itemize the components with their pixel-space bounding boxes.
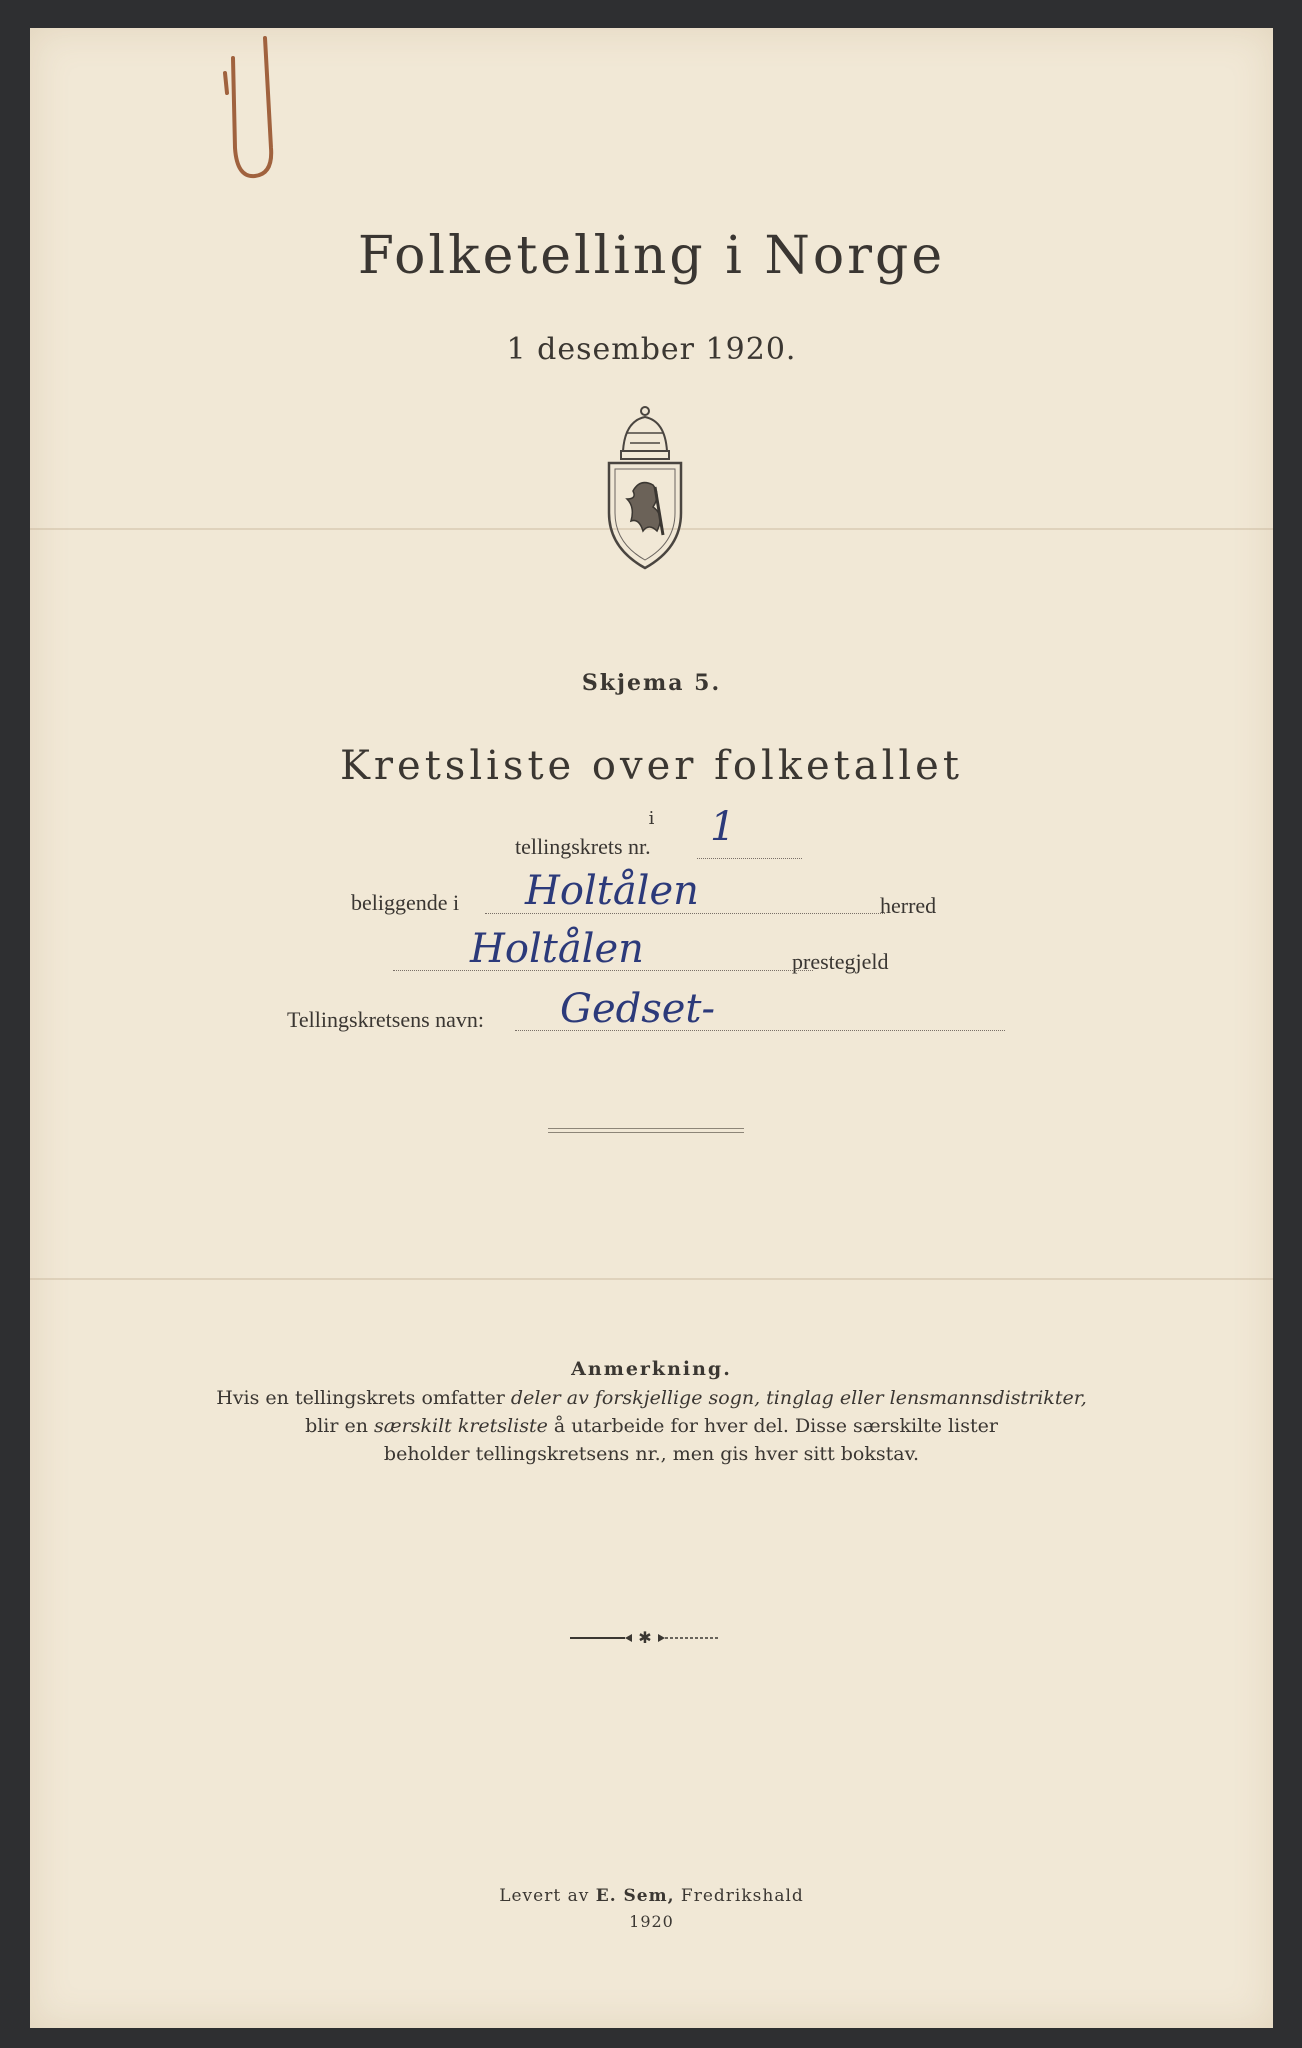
herred-label: herred	[880, 893, 937, 918]
location-label: beliggende i	[351, 890, 460, 915]
remark-text: blir en	[305, 1415, 375, 1437]
krets-name-value: Gedset-	[560, 986, 716, 1032]
remark-title: Anmerkning.	[571, 1358, 732, 1380]
section-divider	[548, 1128, 744, 1133]
document-title: Folketelling i Norge	[357, 226, 946, 286]
remark-emphasis: deler av forskjellige sogn, tinglag eller lensmannsdistrikter,	[510, 1387, 1087, 1409]
krets-number-label: tellingskrets nr.	[515, 834, 651, 859]
remark-text: å utarbeide for hver del. Disse særskilte lister	[547, 1415, 998, 1437]
printer-credit	[30, 1886, 1273, 1906]
remark-line-1	[30, 1384, 1273, 1412]
printer-place: Fredrikshald	[674, 1886, 804, 1906]
remark-emphasis: særskilt kretsliste	[374, 1415, 548, 1437]
norwegian-coat-of-arms-icon	[595, 403, 695, 573]
form-heading: Kretsliste over folketallet	[340, 743, 963, 789]
census-date: 1 desember 1920.	[506, 332, 797, 367]
krets-name-label: Tellingskretsens navn:	[287, 1007, 485, 1032]
connector-word: i	[648, 808, 655, 829]
census-form-page	[30, 28, 1273, 2028]
paper-fold-line	[30, 1278, 1273, 1280]
ornament-divider-icon	[570, 1628, 720, 1648]
printer-name: E. Sem,	[595, 1886, 675, 1906]
paper-clip-icon	[195, 28, 285, 188]
krets-number-value: 1	[710, 804, 736, 850]
schema-number: Skjema 5.	[581, 670, 722, 696]
svg-text:✱: ✱	[638, 1628, 652, 1647]
remark-line-3: beholder tellingskretsens nr., men gis hver sitt bokstav.	[383, 1443, 920, 1465]
prestegjeld-value: Holtålen	[470, 926, 644, 972]
herred-value: Holtålen	[525, 868, 699, 914]
print-year: 1920	[629, 1912, 674, 1931]
printer-prefix: Levert av	[499, 1886, 596, 1906]
remark-line-2	[30, 1412, 1273, 1440]
remark-text: Hvis en tellingskrets omfatter	[216, 1387, 511, 1409]
krets-number-line	[697, 858, 802, 859]
prestegjeld-label: prestegjeld	[792, 949, 889, 974]
